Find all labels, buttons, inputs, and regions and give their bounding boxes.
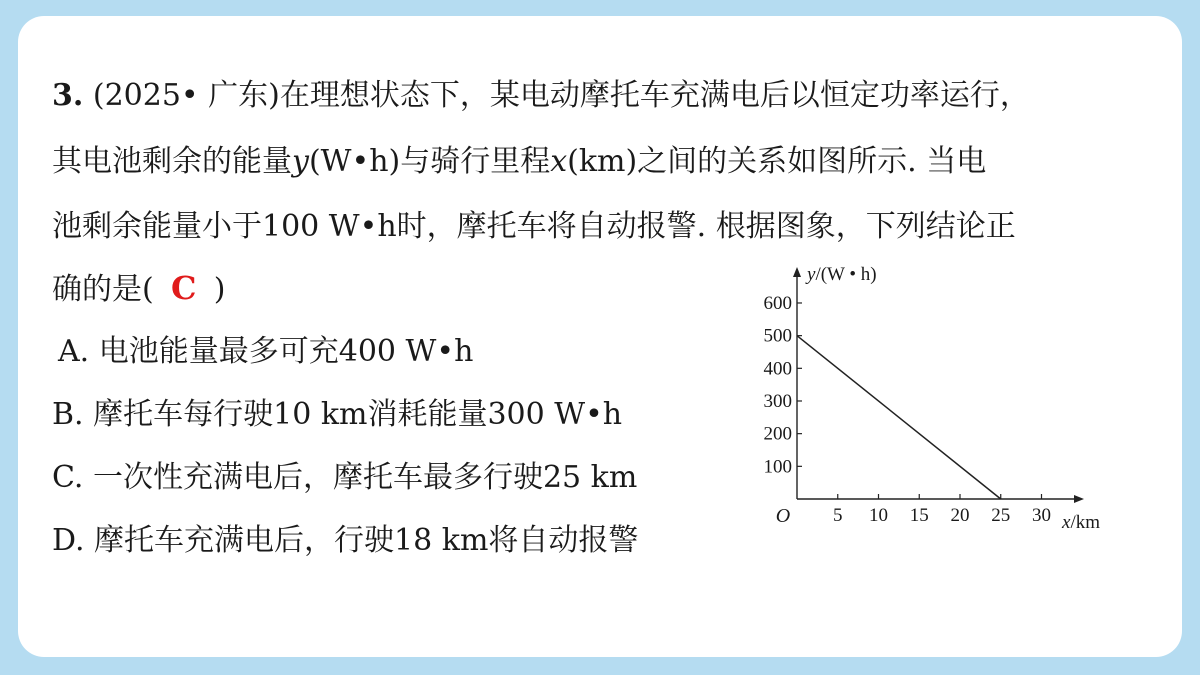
option-d: D. 摩托车充满电后，行驶18 km将自动报警: [52, 523, 639, 558]
var-y: y: [292, 144, 309, 179]
y-tick-label: 300: [763, 390, 792, 412]
question-line-1: [52, 74, 1030, 118]
question-text-2c: (km)之间的关系如图所示. 当电: [567, 144, 987, 179]
question-line-3: [52, 205, 1016, 249]
var-x: x: [550, 144, 568, 179]
option-b: B. 摩托车每行驶10 km消耗能量300 W•h: [52, 397, 623, 432]
origin-label: O: [775, 505, 791, 527]
question-line-2: [52, 140, 986, 184]
series-line: [797, 336, 1001, 499]
question-source: (2025• 广东): [92, 78, 280, 113]
x-tick-label: 10: [869, 505, 888, 526]
question-text-1: 在理想状态下，某电动摩托车充满电后以恒定功率运行，: [279, 78, 1030, 113]
x-tick-label: 25: [991, 505, 1011, 526]
question-text-2b: (W•h)与骑行里程: [308, 144, 551, 179]
x-tick-label: 5: [833, 505, 843, 526]
y-tick-label: 200: [763, 423, 792, 445]
y-tick-label: 100: [763, 456, 792, 478]
y-tick-label: 600: [763, 292, 792, 314]
x-axis-arrow: [1074, 495, 1084, 503]
question-text-4a: 确的是(: [52, 272, 154, 307]
y-axis-label: y/(W • h): [807, 264, 877, 285]
answer-mark: C: [170, 269, 197, 307]
question-line-4: [52, 266, 225, 312]
x-tick-label: 15: [909, 505, 929, 526]
x-axis-label: x/km: [1062, 512, 1100, 533]
y-axis-arrow: [793, 267, 801, 277]
x-tick-label: 30: [1032, 505, 1051, 526]
question-number: 3.: [52, 78, 84, 113]
question-text-4b: ): [213, 272, 226, 307]
x-tick-label: 20: [950, 505, 970, 526]
question-text-2a: 其电池剩余的能量: [52, 144, 292, 179]
y-tick-label: 500: [763, 325, 792, 347]
option-a: A. 电池能量最多可充400 W•h: [58, 334, 474, 369]
option-c: C. 一次性充满电后，摩托车最多行驶25 km: [52, 460, 638, 495]
energy-mileage-chart: [740, 255, 1140, 545]
question-text-3: 池剩余能量小于100 W•h时，摩托车将自动报警. 根据图象，下列结论正: [52, 209, 1016, 244]
y-tick-label: 400: [763, 358, 792, 380]
